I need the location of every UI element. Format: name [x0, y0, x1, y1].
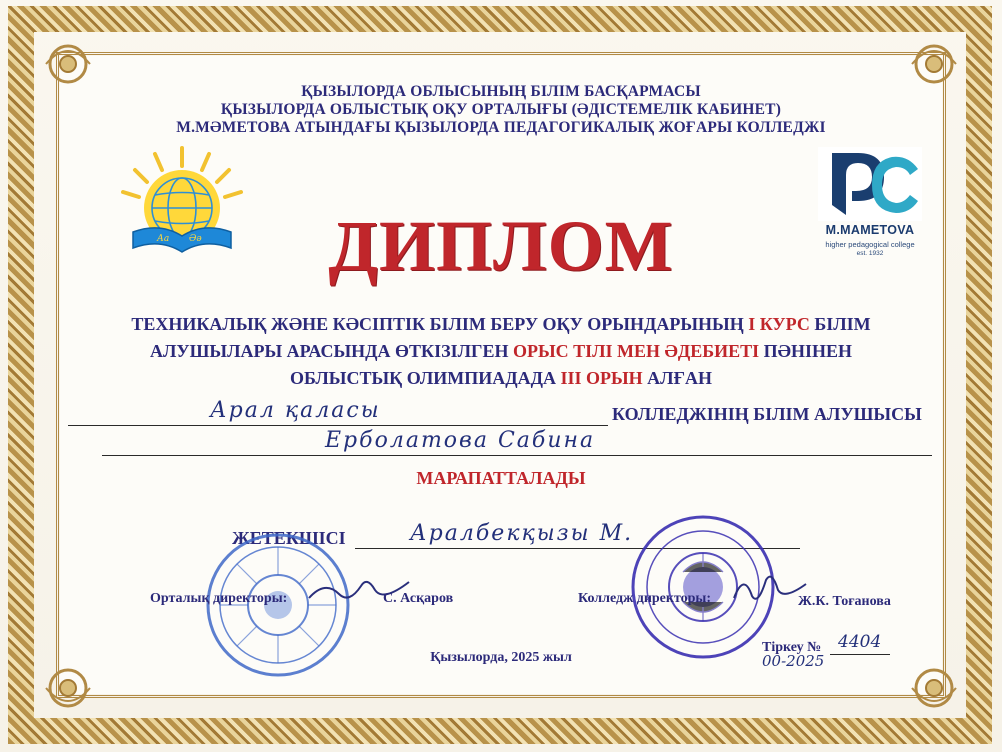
body-text: ПӘНІНЕН — [759, 341, 852, 361]
logo-letters-a: Аа — [157, 234, 170, 244]
header-college: М.МӘМЕТОВА АТЫНДАҒЫ ҚЫЗЫЛОРДА ПЕДАГОГИКАЛЫҚ ЖОҒАРЫ КОЛЛЕДЖІ — [176, 119, 826, 136]
award-text: МАРАПАТТАЛАДЫ — [416, 468, 586, 488]
body-line-1 — [0, 314, 1002, 335]
body-text: АЛУШЫЛАРЫ АРАСЫНДА ӨТКІЗІЛГЕН — [150, 341, 513, 361]
center-director-label: Орталық директоры: — [150, 591, 288, 606]
college-brand-name: M.MAMETOVA — [825, 223, 915, 237]
college-brand-subtitle: higher pedagogical college — [825, 240, 915, 249]
highlight-course: І КУРС — [748, 314, 810, 334]
supervisor-handwritten: Аралбекқызы М. — [410, 521, 634, 546]
body-text: ТЕХНИКАЛЫҚ ЖӘНЕ КӘСІПТІК БІЛІМ БЕРУ ОҚУ ОРЫНДАРЫНЫҢ — [131, 314, 749, 334]
body-text: ОБЛЫСТЫҚ ОЛИМПИАДАДА — [289, 368, 561, 388]
highlight-place: ІІІ ОРЫН — [560, 368, 643, 388]
name-fill-line — [102, 455, 932, 456]
college-director-name: Ж.К. Тоғанова — [798, 594, 891, 609]
body-line-3 — [0, 368, 1002, 389]
logo-letters-b: Әә — [189, 234, 202, 244]
corner-ornament-icon — [904, 658, 964, 718]
center-director-name: С. Асқаров — [383, 591, 454, 606]
student-name-handwritten: Ерболатова Сабина — [325, 428, 596, 453]
body-line-2 — [0, 341, 1002, 362]
body-text: БІЛІМ — [809, 314, 871, 334]
supervisor-label: ЖЕТЕКШІСІ — [232, 528, 346, 548]
registration-label: Тіркеу № — [762, 640, 822, 655]
college-student-label: КОЛЛЕДЖІНІҢ БІЛІМ АЛУШЫСЫ — [612, 404, 922, 424]
highlight-subject: ОРЫС ТІЛІ МЕН ӘДЕБИЕТІ — [512, 341, 760, 361]
header-training-center: ҚЫЗЫЛОРДА ОБЛЫСТЫҚ ОҚУ ОРТАЛЫҒЫ (ӘДІСТЕМЕЛІК КАБИНЕТ) — [220, 101, 782, 118]
college-brand-est: est. 1932 — [856, 250, 884, 257]
registration-number: 4404 — [838, 632, 882, 652]
body-text: АЛҒАН — [642, 368, 713, 388]
issue-city-year: Қызылорда, 2025 жыл — [430, 650, 572, 665]
college-fill-line — [68, 425, 608, 426]
registration-date: 00-2025 — [762, 652, 825, 670]
corner-ornament-icon — [38, 658, 98, 718]
college-director-label: Колледж директоры: — [578, 591, 712, 606]
college-handwritten: Арал қаласы — [210, 398, 381, 423]
header-education-department: ҚЫЗЫЛОРДА ОБЛЫСЫНЫҢ БІЛІМ БАСҚАРМАСЫ — [301, 83, 701, 100]
diploma-title: ДИПЛОМ — [328, 206, 674, 286]
